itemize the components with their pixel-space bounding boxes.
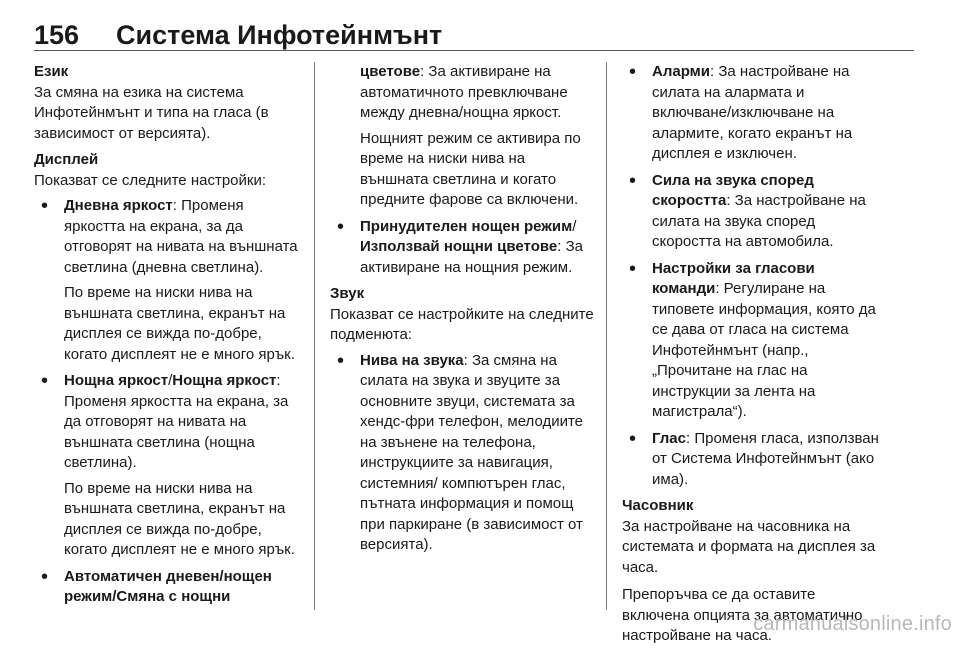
list-item-night-brightness (34, 371, 302, 561)
column-2 (330, 62, 596, 562)
sound-settings-list (330, 351, 596, 556)
list-item-alarms (622, 62, 886, 165)
list-item-auto-day-night-continued (330, 62, 596, 211)
item-label: Нива на звука (360, 351, 464, 369)
item-text: : Променя яркостта на екрана, за да отговорят на нивата на външната светлина (дневна светлина). (64, 197, 298, 276)
item-label: Дневна яркост (64, 197, 173, 214)
item-label: Настройки за гласови команди (652, 259, 815, 297)
list-item-sound-levels (330, 351, 596, 556)
list-item-auto-day-night (34, 567, 302, 608)
item-label: цветове (360, 63, 421, 80)
header-divider (34, 50, 914, 51)
section-display (34, 150, 302, 608)
display-settings-list-continued (330, 62, 596, 211)
item-label: Сила на звука според скоростта (652, 171, 814, 209)
item-slash: / (168, 372, 173, 389)
page-header (34, 20, 914, 54)
item-label: Аларми (652, 63, 710, 80)
item-note: По време на ниски нива на външната светлина, екранът на дисплея се вижда по-добре, когато дисплеят не е много ярък. (64, 479, 295, 558)
item-text: : Променя гласа, използван от Система Инфотейнмънт (ако има). (652, 429, 879, 488)
item-note: По време на ниски нива на външната светлина, екранът на дисплея се вижда по-добре, когато дисплеят не е много ярък. (64, 284, 295, 363)
section-clock-title: Часовник (622, 497, 694, 514)
item-text: : За настройване на силата на звука според скоростта на автомобила. (652, 192, 866, 250)
list-item-speed-volume (622, 171, 886, 253)
section-display-title: Дисплей (34, 151, 99, 168)
list-item-forced-night-mode (330, 217, 596, 279)
display-settings-list-2 (330, 217, 596, 279)
section-language-text: За смяна на езика на система Инфотейнмънт и типа на гласа (в зависимост от версията). (34, 83, 269, 142)
display-settings-list (34, 196, 302, 608)
page-number: 156 (34, 20, 80, 50)
column-3 (622, 62, 886, 653)
item-text: : Променя яркостта на екрана, за да отговорят на нивата на външната светлина (нощна светлина). (64, 372, 289, 471)
watermark: carmanualsonline.info (753, 613, 952, 635)
section-display-text: Показват се следните настройки: (34, 171, 266, 189)
section-sound-title: Звук (330, 285, 365, 302)
item-text: : Регулиране на типовете информация, която да се дава от гласа на система Инфотейнмънт (напр., „Прочитане на глас на инструкции за лента на магистрала“). (652, 280, 876, 420)
column-divider (606, 62, 607, 610)
section-sound-text: Показват се настройките на следните подменюта: (330, 305, 594, 343)
list-item-voice (622, 429, 886, 491)
section-sound (330, 284, 596, 556)
item-label: Глас (652, 429, 686, 447)
item-slash: / (572, 217, 577, 235)
item-label-alt: Нощна яркост (172, 372, 277, 389)
column-1 (34, 62, 302, 614)
section-clock-text: За настройване на часовника на системата и формата на дисплея за часа. (622, 517, 876, 576)
list-item-voice-command-settings (622, 259, 886, 423)
section-language (34, 62, 302, 144)
item-text: : За активиране на автоматичното превключване между дневна/нощна яркост. (360, 63, 568, 121)
page-title: Система Инфотейнмънт (116, 20, 443, 50)
item-note: Нощният режим се активира по време на ниски нива на външната светлина и когато предните фарове са включени. (360, 129, 581, 208)
item-label: Автоматичен дневен/нощен режим/Смяна с нощни (64, 567, 272, 605)
item-text: : За смяна на силата на звука и звуците за основните звуци, системата за хендс-фри телефон, мелодиите на звънене на телефона, инструкциите за навигация, системния/ компютърен глас, пътната информация и помощ при паркиране (в зависимост от версията). (360, 351, 584, 553)
item-label-alt: Използвай нощни цветове (360, 238, 558, 255)
item-text: : За настройване на силата на алармата и включване/изключване на алармите, когато екранът на дисплея е изключен. (652, 63, 853, 162)
sound-settings-list-continued (622, 62, 886, 490)
column-divider (314, 62, 315, 610)
section-language-title: Език (34, 63, 69, 80)
item-label: Принудителен нощен режим (360, 217, 573, 235)
item-text: : За активиране на нощния режим. (360, 238, 583, 276)
section-clock-note: Препоръчва се да оставите включена опцията за автоматично настройване на часа. (622, 586, 863, 644)
item-label: Нощна яркост (64, 372, 169, 389)
list-item-day-brightness (34, 196, 302, 365)
